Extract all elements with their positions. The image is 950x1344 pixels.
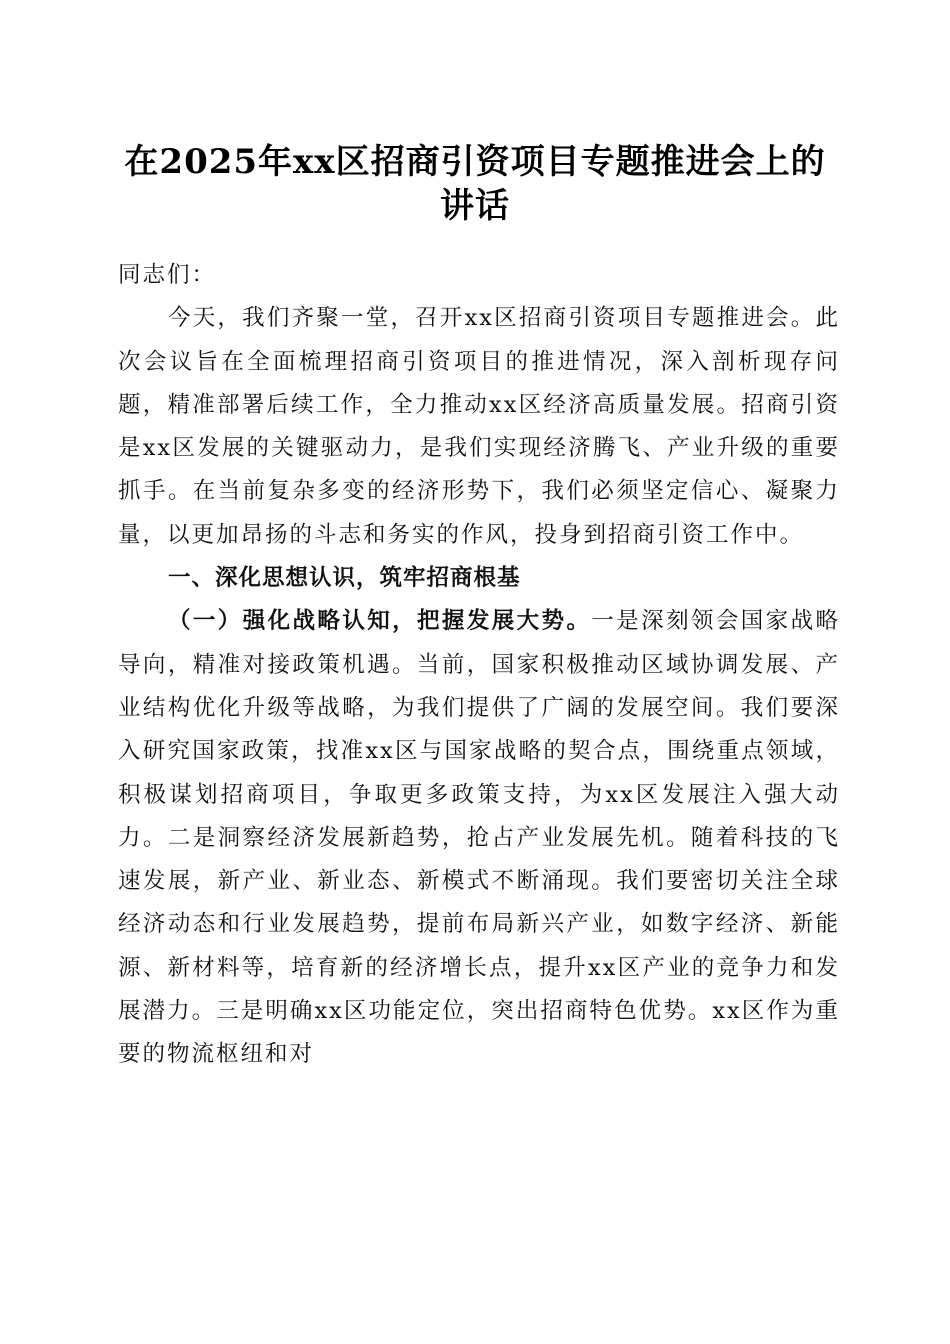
salutation: 同志们： — [118, 262, 217, 288]
subsection-body: 一是深刻领会国家战略导向，精准对接政策机遇。当前，国家积极推动区域协调发展、产业结构优化升级等战略，为我们提供了广阔的发展空间。我们要深入研究国家政策，找准xx区与国家战略的契合点，围绕重点领域，积极谋划招商项目，争取更多政策支持，为xx区发展注入强大动力。二是洞察经济发展新趋势，抢占产业发展先机。随着科技的飞速发展，新产业、新业态、新模式不断涌现。我们要密切关注全球经济动态和行业发展趋势，提前布局新兴产业，如数字经济、新能源、新材料等，培育新的经济增长点，提升xx区产业的竞争力和发展潜力。三是明确xx区功能定位，突出招商特色优势。xx区作为重要的物流枢纽和对 — [118, 608, 840, 1068]
subsection-paragraph — [118, 600, 840, 1076]
document-title-line-2: 讲话 — [440, 186, 510, 226]
document-title-line-1: 在2025年xx区招商引资项目专题推进会上的 — [124, 142, 826, 182]
section-heading: 一、深化思想认识，筑牢招商根基 — [168, 565, 521, 592]
document-body — [118, 254, 840, 1077]
intro-paragraph: 今天，我们齐聚一堂，召开xx区招商引资项目专题推进会。此次会议旨在全面梳理招商引资项目的推进情况，深入剖析现存问题，精准部署后续工作，全力推动xx区经济高质量发展。招商引资是xx区发展的关键驱动力，是我们实现经济腾飞、产业升级的重要抓手。在当前复杂多变的经济形势下，我们必须坚定信心、凝聚力量，以更加昂扬的斗志和务实的作风，投身到招商引资工作中。 — [118, 305, 840, 548]
subsection-lead: （一）强化战略认知，把握发展大势。 — [168, 608, 592, 635]
